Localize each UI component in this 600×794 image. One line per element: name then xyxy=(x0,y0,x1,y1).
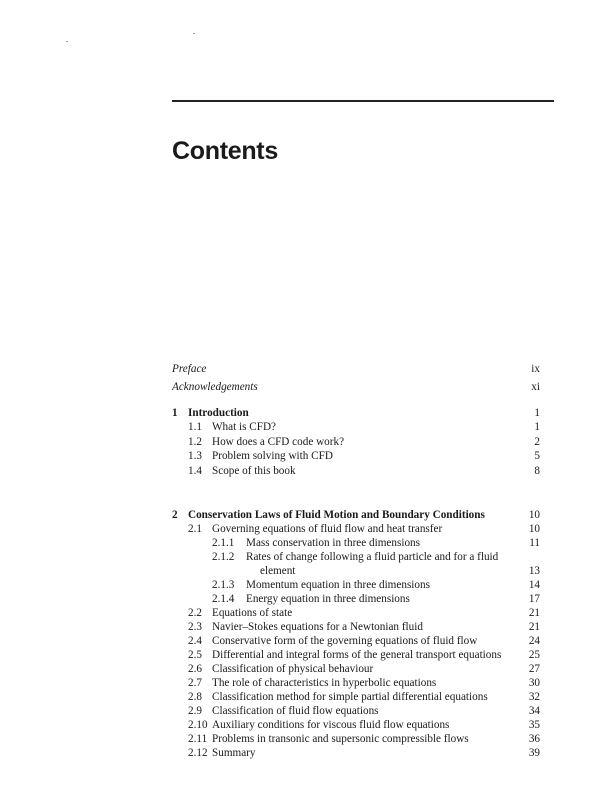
section-title: Differential and integral forms of the general transport equations xyxy=(212,649,502,661)
entry-page: 39 xyxy=(528,747,540,759)
entry-title: Acknowledgements xyxy=(172,381,258,393)
entry-page: 13 xyxy=(528,565,540,577)
entry-page: 8 xyxy=(534,465,540,477)
entry-page: 35 xyxy=(528,719,540,731)
subsection-title: element xyxy=(260,565,296,577)
entry-page: 17 xyxy=(528,593,540,605)
section-title: How does a CFD code work? xyxy=(212,436,345,448)
section-number: 2.11 xyxy=(188,733,208,745)
toc-section[interactable] xyxy=(0,676,600,690)
section-number: 2.3 xyxy=(188,621,202,633)
entry-page: 5 xyxy=(534,450,540,462)
section-title: Classification of fluid flow equations xyxy=(212,705,379,717)
entry-page: 10 xyxy=(528,523,540,535)
entry-page: xi xyxy=(531,381,540,393)
chapter-title: Conservation Laws of Fluid Motion and Boundary Conditions xyxy=(188,509,485,521)
entry-page: 25 xyxy=(528,649,540,661)
subsection-number: 2.1.4 xyxy=(212,593,235,605)
section-title: Problem solving with CFD xyxy=(212,450,333,462)
scan-speck xyxy=(193,33,195,34)
toc-chapter-1[interactable] xyxy=(0,406,600,420)
entry-page: 32 xyxy=(528,691,540,703)
entry-title: Preface xyxy=(172,363,207,375)
toc-section[interactable] xyxy=(0,606,600,620)
entry-page: 21 xyxy=(528,607,540,619)
toc-section[interactable] xyxy=(0,420,600,434)
section-number: 2.12 xyxy=(188,747,208,759)
chapter-title: Introduction xyxy=(188,407,249,419)
subsection-number: 2.1.1 xyxy=(212,537,235,549)
toc-subsection[interactable] xyxy=(0,578,600,592)
subsection-title: Momentum equation in three dimensions xyxy=(246,579,430,591)
section-title: Scope of this book xyxy=(212,465,296,477)
section-title: Summary xyxy=(212,747,256,759)
section-number: 1.3 xyxy=(188,450,202,462)
section-title: Navier–Stokes equations for a Newtonian fluid xyxy=(212,621,423,633)
toc-chapter-2[interactable] xyxy=(0,508,600,522)
toc-entry-preface[interactable] xyxy=(0,362,600,376)
section-title: Governing equations of fluid flow and heat transfer xyxy=(212,523,443,535)
toc-section[interactable] xyxy=(0,522,600,536)
section-number: 2.1 xyxy=(188,523,202,535)
toc-subsection[interactable] xyxy=(0,592,600,606)
chapter-number: 2 xyxy=(172,509,178,521)
section-title: Classification method for simple partial differential equations xyxy=(212,691,488,703)
toc-subsection[interactable] xyxy=(0,536,600,550)
toc-section[interactable] xyxy=(0,746,600,760)
entry-page: 10 xyxy=(528,509,540,521)
entry-page: 2 xyxy=(534,436,540,448)
entry-page: 1 xyxy=(534,407,540,419)
toc-section[interactable] xyxy=(0,662,600,676)
subsection-number: 2.1.3 xyxy=(212,579,235,591)
toc-section[interactable] xyxy=(0,464,600,478)
toc-section[interactable] xyxy=(0,718,600,732)
scan-speck xyxy=(66,41,68,42)
section-title: Conservative form of the governing equations of fluid flow xyxy=(212,635,478,647)
entry-page: 36 xyxy=(528,733,540,745)
entry-page: 30 xyxy=(528,677,540,689)
section-title: Problems in transonic and supersonic compressible flows xyxy=(212,733,469,745)
top-rule xyxy=(172,100,554,102)
toc-subsection[interactable] xyxy=(0,550,600,564)
section-number: 2.5 xyxy=(188,649,202,661)
section-title: What is CFD? xyxy=(212,421,277,433)
entry-page: 14 xyxy=(528,579,540,591)
toc-section[interactable] xyxy=(0,648,600,662)
section-number: 2.2 xyxy=(188,607,202,619)
entry-page: 24 xyxy=(528,635,540,647)
section-number: 2.9 xyxy=(188,705,202,717)
toc-entry-acknowledgements[interactable] xyxy=(0,380,600,394)
entry-page: 34 xyxy=(528,705,540,717)
toc-section[interactable] xyxy=(0,704,600,718)
section-number: 1.1 xyxy=(188,421,202,433)
toc-subsection-continued[interactable] xyxy=(0,564,600,578)
subsection-title: Mass conservation in three dimensions xyxy=(246,537,420,549)
entry-page: 27 xyxy=(528,663,540,675)
toc-section[interactable] xyxy=(0,732,600,746)
section-number: 2.10 xyxy=(188,719,208,731)
subsection-title: Energy equation in three dimensions xyxy=(246,593,410,605)
toc-section[interactable] xyxy=(0,634,600,648)
section-number: 2.4 xyxy=(188,635,202,647)
subsection-title: Rates of change following a fluid particle and for a fluid xyxy=(246,551,499,563)
section-number: 2.8 xyxy=(188,691,202,703)
section-title: Classification of physical behaviour xyxy=(212,663,374,675)
section-title: Auxiliary conditions for viscous fluid flow equations xyxy=(212,719,450,731)
page-title: Contents xyxy=(172,137,278,165)
entry-page: 21 xyxy=(528,621,540,633)
toc-section[interactable] xyxy=(0,690,600,704)
toc-section[interactable] xyxy=(0,620,600,634)
entry-page: 11 xyxy=(529,537,540,549)
section-title: Equations of state xyxy=(212,607,293,619)
entry-page: 1 xyxy=(534,421,540,433)
toc-section[interactable] xyxy=(0,449,600,463)
section-title: The role of characteristics in hyperbolic equations xyxy=(212,677,437,689)
section-number: 2.7 xyxy=(188,677,202,689)
section-number: 1.2 xyxy=(188,436,202,448)
section-number: 1.4 xyxy=(188,465,202,477)
toc-section[interactable] xyxy=(0,435,600,449)
section-number: 2.6 xyxy=(188,663,202,675)
chapter-number: 1 xyxy=(172,407,178,419)
entry-page: ix xyxy=(531,363,540,375)
subsection-number: 2.1.2 xyxy=(212,551,235,563)
